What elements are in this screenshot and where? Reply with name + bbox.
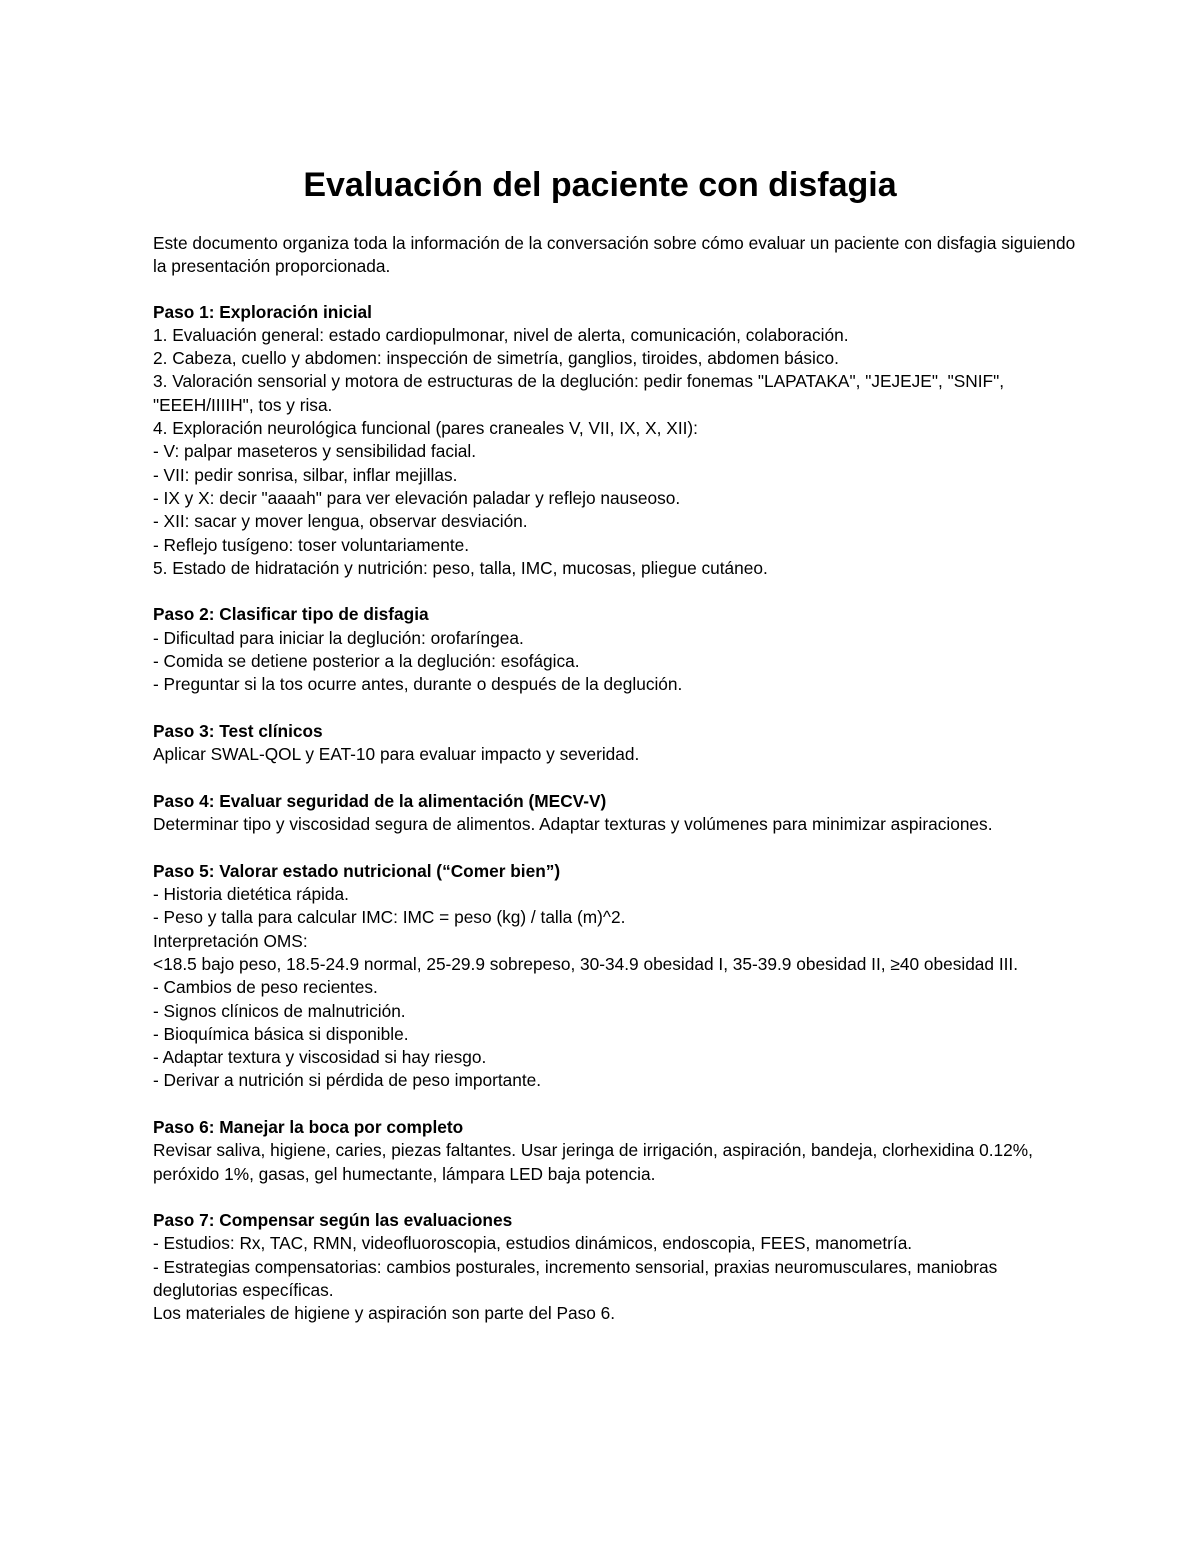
step-line: 5. Estado de hidratación y nutrición: peso, talla, IMC, mucosas, pliegue cutáneo. [153,557,768,578]
step-title: Paso 6: Manejar la boca por completo [153,1116,464,1137]
step-line: 1. Evaluación general: estado cardiopulmonar, nivel de alerta, comunicación, colaboración. [153,324,849,345]
step-line: - Estrategias compensatorias: cambios posturales, incremento sensorial, praxias neuromusculares, maniobras deglutorias específicas. [153,1256,998,1301]
step-line: Revisar saliva, higiene, caries, piezas faltantes. Usar jeringa de irrigación, aspiración, bandeja, clorhexidina 0.12%, peróxido 1%, gasas, gel humectante, lámpara LED baja potencia. [153,1140,1033,1184]
step-section-4 [153,790,1080,837]
step-title: Paso 1: Exploración inicial [153,301,372,322]
step-line: - Peso y talla para calcular IMC: IMC = peso (kg) / talla (m)^2. [153,907,626,928]
step-line: - Bioquímica básica si disponible. [153,1023,409,1044]
step-line: - Preguntar si la tos ocurre antes, durante o después de la deglución. [153,674,683,695]
step-section-1 [153,301,1080,581]
step-line: Determinar tipo y viscosidad segura de alimentos. Adaptar texturas y volúmenes para minimizar aspiraciones. [153,814,993,835]
step-line: 4. Exploración neurológica funcional (pares craneales V, VII, IX, X, XII): [153,418,698,439]
step-title: Paso 5: Valorar estado nutricional (“Comer bien”) [153,860,561,881]
step-section-2 [153,603,1080,696]
step-line: - Cambios de peso recientes. [153,977,378,998]
step-section-3 [153,720,1080,767]
step-line: - IX y X: decir "aaaah" para ver elevación paladar y reflejo nauseoso. [153,487,681,508]
step-line: - Historia dietética rápida. [153,884,349,905]
step-line: - V: palpar maseteros y sensibilidad facial. [153,441,477,462]
step-line: - Estudios: Rx, TAC, RMN, videofluoroscopia, estudios dinámicos, endoscopia, FEES, manometría. [153,1233,913,1254]
step-line: - VII: pedir sonrisa, silbar, inflar mejillas. [153,464,458,485]
step-line: - XII: sacar y mover lengua, observar desviación. [153,511,528,532]
step-line: Los materiales de higiene y aspiración son parte del Paso 6. [153,1303,616,1324]
step-title: Paso 2: Clasificar tipo de disfagia [153,604,429,625]
step-line: - Comida se detiene posterior a la deglución: esofágica. [153,651,580,672]
step-title: Paso 3: Test clínicos [153,720,323,741]
step-line: Aplicar SWAL-QOL y EAT-10 para evaluar impacto y severidad. [153,744,640,765]
step-section-7 [153,1209,1080,1325]
step-line: - Dificultad para iniciar la deglución: orofaríngea. [153,627,524,648]
step-line: - Signos clínicos de malnutrición. [153,1000,406,1021]
step-line: Interpretación OMS: [153,930,308,951]
step-line: - Adaptar textura y viscosidad si hay riesgo. [153,1047,487,1068]
document-intro: Este documento organiza toda la información de la conversación sobre cómo evaluar un paciente con disfagia siguiendo la presentación proporcionada. [153,233,1076,277]
step-line: 3. Valoración sensorial y motora de estructuras de la deglución: pedir fonemas "LAPATAKA", "JEJEJE", "SNIF", "EEEH/IIIIH", tos y risa. [153,371,1005,415]
step-section-6 [153,1116,1080,1186]
steps-container [153,301,1080,1326]
step-line: - Reflejo tusígeno: toser voluntariamente. [153,534,470,555]
step-line: <18.5 bajo peso, 18.5-24.9 normal, 25-29.9 sobrepeso, 30-34.9 obesidad I, 35-39.9 obesidad II, ≥40 obesidad III. [153,953,1019,974]
step-title: Paso 7: Compensar según las evaluaciones [153,1210,513,1231]
document-title: Evaluación del paciente con disfagia [303,166,897,204]
step-line: - Derivar a nutrición si pérdida de peso importante. [153,1070,542,1091]
step-section-5 [153,860,1080,1093]
step-line: 2. Cabeza, cuello y abdomen: inspección de simetría, ganglios, tiroides, abdomen básico. [153,348,839,369]
step-title: Paso 4: Evaluar seguridad de la alimentación (MECV-V) [153,790,607,811]
